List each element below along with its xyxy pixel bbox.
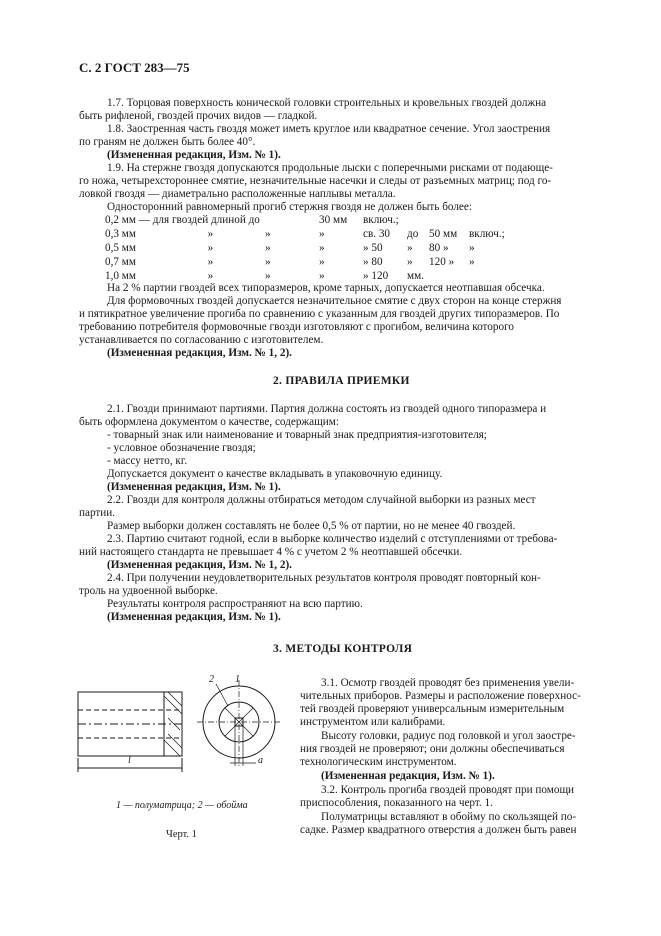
section-3-heading: 3. МЕТОДЫ КОНТРОЛЯ <box>273 643 413 655</box>
paragraph-2-1-line: быть оформлена документом о качестве, содержащим: <box>79 416 339 428</box>
amendment-note: (Измененная редакция, Изм. № 1). <box>107 481 281 493</box>
paragraph-3-1-line: инструментом или калибрами. <box>300 716 446 728</box>
bend-cell: 50 мм <box>429 228 458 240</box>
paragraph-1-7-line: быть рифленой, гвоздей прочих видов — гладкой. <box>79 110 318 122</box>
paragraph-formovochnye-line: Для формовочных гвоздей допускается незначительное смятие с двух сторон на конце стержня <box>107 295 562 307</box>
figure-title: Черт. 1 <box>166 829 197 840</box>
paragraph-2-3-line: 2.3. Партию считают годной, если в выборке количество изделий с отступлениями от требова- <box>107 533 558 545</box>
bend-row <box>105 213 505 227</box>
figure-1-drawing <box>72 670 282 780</box>
paragraph-3-2-line: 3.2. Контроль прогиба гвоздей проводят при помощи <box>321 784 575 796</box>
page-header: С. 2 ГОСТ 283—75 <box>79 60 190 75</box>
bend-cell <box>265 213 319 227</box>
bend-row <box>105 227 505 241</box>
paragraph-formovochnye-line: устанавливается по согласованию с изготовителем. <box>79 334 324 346</box>
paragraph-3-1-line: 3.1. Осмотр гвоздей проводят без применения увели- <box>321 677 575 689</box>
bend-cell: » <box>407 256 413 268</box>
bend-cell: 0,5 мм <box>105 242 136 254</box>
paragraph-2-1-line: 2.1. Гвозди принимают партиями. Партия должна состоять из гвоздей одного типоразмера и <box>107 403 547 415</box>
paragraph-results: Результаты контроля распространяют на всю партию. <box>107 598 363 610</box>
bend-cell: » <box>469 242 475 254</box>
amendment-note: (Измененная редакция, Изм. № 1, 2). <box>107 347 292 359</box>
bend-cell: » <box>207 256 214 268</box>
figure-label-1: 1 <box>235 674 240 685</box>
bend-cell: » <box>207 242 214 254</box>
paragraph-1-9-line: ловкой гвоздя — диаметрально расположенные наплывы металла. <box>79 188 396 200</box>
bend-cell: св. 30 <box>363 228 391 240</box>
paragraph-1-9-line: го ножа, четырехстороннее смятие, незначительные насечки и следы от разъемных матриц; под го- <box>79 175 552 187</box>
paragraph-1-9-line: 1.9. На стержне гвоздя допускаются продольные лыски с поперечными рисками от подающе- <box>107 162 553 174</box>
paragraph-formovochnye-line: и пятикратное увеличение прогиба по сравнению с указанным для гвоздей других типоразмеров. По <box>79 308 560 320</box>
paragraph-2-2-line: 2.2. Гвозди для контроля должны отбираться методом случайной выборки из разных мест <box>107 494 536 506</box>
bend-cell: мм. <box>407 270 424 282</box>
bend-cell: 0,7 мм <box>105 256 136 268</box>
paragraph-2-4-line: 2.4. При получении неудовлетворительных результатов контроля проводят повторный кон- <box>107 572 541 584</box>
paragraph-2-3-line: ний настоящего стандарта не превышает 4 % с учетом 2 % неотпавшей обсечки. <box>79 546 463 558</box>
bend-table <box>105 213 505 283</box>
bend-cell: » <box>469 256 475 268</box>
bend-cell: » <box>319 256 325 268</box>
paragraph-height-line: ния гвоздей не проверяют; они должны обеспечиваться <box>300 743 565 755</box>
bend-cell: 0,2 мм — для гвоздей длиной до <box>105 214 260 226</box>
paragraph-semi-line: садке. Размер квадратного отверстия а должен быть равен <box>300 824 577 836</box>
bend-cell: 0,3 мм <box>105 228 136 240</box>
bend-cell: 30 мм <box>319 214 348 226</box>
paragraph-1-7-line: 1.7. Торцовая поверхность конической головки строительных и кровельных гвоздей должна <box>107 97 547 109</box>
bend-cell: 1,0 мм <box>105 270 136 282</box>
bend-row <box>105 241 505 255</box>
figure-label-l: l <box>128 755 131 766</box>
paragraph-3-1-line: тей гвоздей проверяют универсальным измерительным <box>300 703 565 715</box>
bullet-item: - товарный знак или наименование и товарный знак предприятия-изготовителя; <box>107 429 487 441</box>
paragraph-1-8-line: по граням не должен быть более 40°. <box>79 136 256 148</box>
bend-cell: » <box>319 242 325 254</box>
section-2-heading: 2. ПРАВИЛА ПРИЕМКИ <box>273 375 410 387</box>
bullet-item: - условное обозначение гвоздя; <box>107 442 256 454</box>
bend-cell: » <box>407 242 413 254</box>
bend-cell: » <box>265 256 271 268</box>
paragraph-semi-line: Полуматрицы вставляют в обойму по скользящей по- <box>321 811 577 823</box>
bend-cell: » <box>319 228 325 240</box>
paragraph-doc: Допускается документ о качестве вкладывать в упаковочную единицу. <box>107 468 443 480</box>
bend-cell: до <box>407 228 419 240</box>
bend-cell: » <box>207 228 214 240</box>
bend-cell: » 80 <box>363 256 383 268</box>
bend-cell: 80 » <box>429 242 449 254</box>
amendment-note: (Измененная редакция, Изм. № 1). <box>321 770 495 782</box>
bend-cell: » <box>319 270 325 282</box>
amendment-note: (Измененная редакция, Изм. № 1, 2). <box>107 559 292 571</box>
paragraph-2pct: На 2 % партии гвоздей всех типоразмеров, кроме тарных, допускается неотпавшая обсечка. <box>107 282 545 294</box>
bend-row <box>105 255 505 269</box>
bend-cell: включ.; <box>469 228 505 240</box>
paragraph-3-1-line: чительных приборов. Размеры и расположение поверхнос- <box>300 690 581 702</box>
bend-intro: Односторонний равномерный прогиб стержня гвоздя не должен быть более: <box>107 201 472 213</box>
paragraph-2-2-line: партии. <box>79 507 116 519</box>
amendment-note: (Измененная редакция, Изм. № 1). <box>107 611 281 623</box>
paragraph-formovochnye-line: требованию потребителя формовочные гвозди изготовляют с прогибом, величина которого <box>79 321 514 333</box>
bend-cell: » <box>207 270 214 282</box>
paragraph-2-4-line: троль на удвоенной выборке. <box>79 585 218 597</box>
bend-cell: 120 » <box>429 256 455 268</box>
bend-cell: » <box>265 228 271 240</box>
paragraph-height-line: технологическим инструментом. <box>300 756 457 768</box>
paragraph-3-2-line: приспособления, показанного на черт. 1. <box>300 797 493 809</box>
bend-cell: » <box>265 270 271 282</box>
bend-cell: » <box>265 242 271 254</box>
bend-cell: включ.; <box>363 214 399 226</box>
figure-label-2: 2 <box>209 674 214 685</box>
bullet-item: - массу нетто, кг. <box>107 455 187 467</box>
amendment-note: (Измененная редакция, Изм. № 1). <box>107 149 281 161</box>
paragraph-1-8-line: 1.8. Заостренная часть гвоздя может иметь круглое или квадратное сечение. Угол заострения <box>107 123 551 135</box>
paragraph-height-line: Высоту головки, радиус под головкой и угол заостре- <box>321 730 576 742</box>
figure-label-a: a <box>258 755 263 766</box>
paragraph-sample: Размер выборки должен составлять не более 0,5 % от партии, но не менее 40 гвоздей. <box>107 520 516 532</box>
bend-cell: » 50 <box>363 242 383 254</box>
figure-caption: 1 — полуматрица; 2 — обойма <box>116 800 248 811</box>
bend-cell: » 120 <box>363 270 389 282</box>
